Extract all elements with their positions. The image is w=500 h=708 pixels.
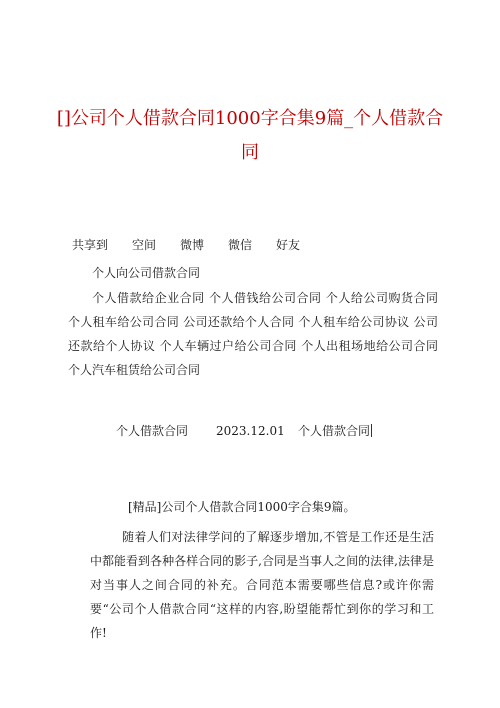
text-cursor: [371, 424, 372, 437]
share-label: 共享到: [72, 238, 109, 252]
share-qzone-link[interactable]: 空间: [132, 238, 157, 252]
share-wechat-link[interactable]: 微信: [228, 238, 253, 252]
intro-line: [精品]公司个人借款合同1000字合集9篇。: [128, 500, 356, 514]
share-bar: [72, 236, 300, 253]
article-meta: [116, 422, 372, 439]
share-friends-link[interactable]: 好友: [276, 238, 301, 252]
share-weibo-link[interactable]: 微博: [180, 238, 205, 252]
meta-name: 个人借款合同: [116, 424, 189, 438]
meta-date: 2023.12.01: [216, 423, 285, 438]
body-paragraph: 随着人们对法律学问的了解逐步增加,不管是工作还是生活中都能看到各种各样合同的影子,合同是当事人之间的法律,法律是对当事人之间合同的补充。合同范本需要哪些信息?或许你需要“公司个人借款合同“这样的内容,盼望能帮忙到你的学习和工作!: [90, 530, 434, 640]
related-links-paragraph: 个人借款给企业合同 个人借钱给公司合同 个人给公司购货合同 个人租车给公司合同 公司还款给个人合同 个人租车给公司协议 公司还款给个人协议 个人车辆过户给公司合同 个人出租场地给公司合同 个人汽车租赁给公司合同: [68, 291, 438, 377]
meta-category-link[interactable]: 个人借款合同: [298, 424, 371, 438]
document-title: []公司个人借款合同1000字合集9篇_个人借款合同: [56, 108, 444, 163]
section-heading: 个人向公司借款合同: [92, 266, 201, 280]
